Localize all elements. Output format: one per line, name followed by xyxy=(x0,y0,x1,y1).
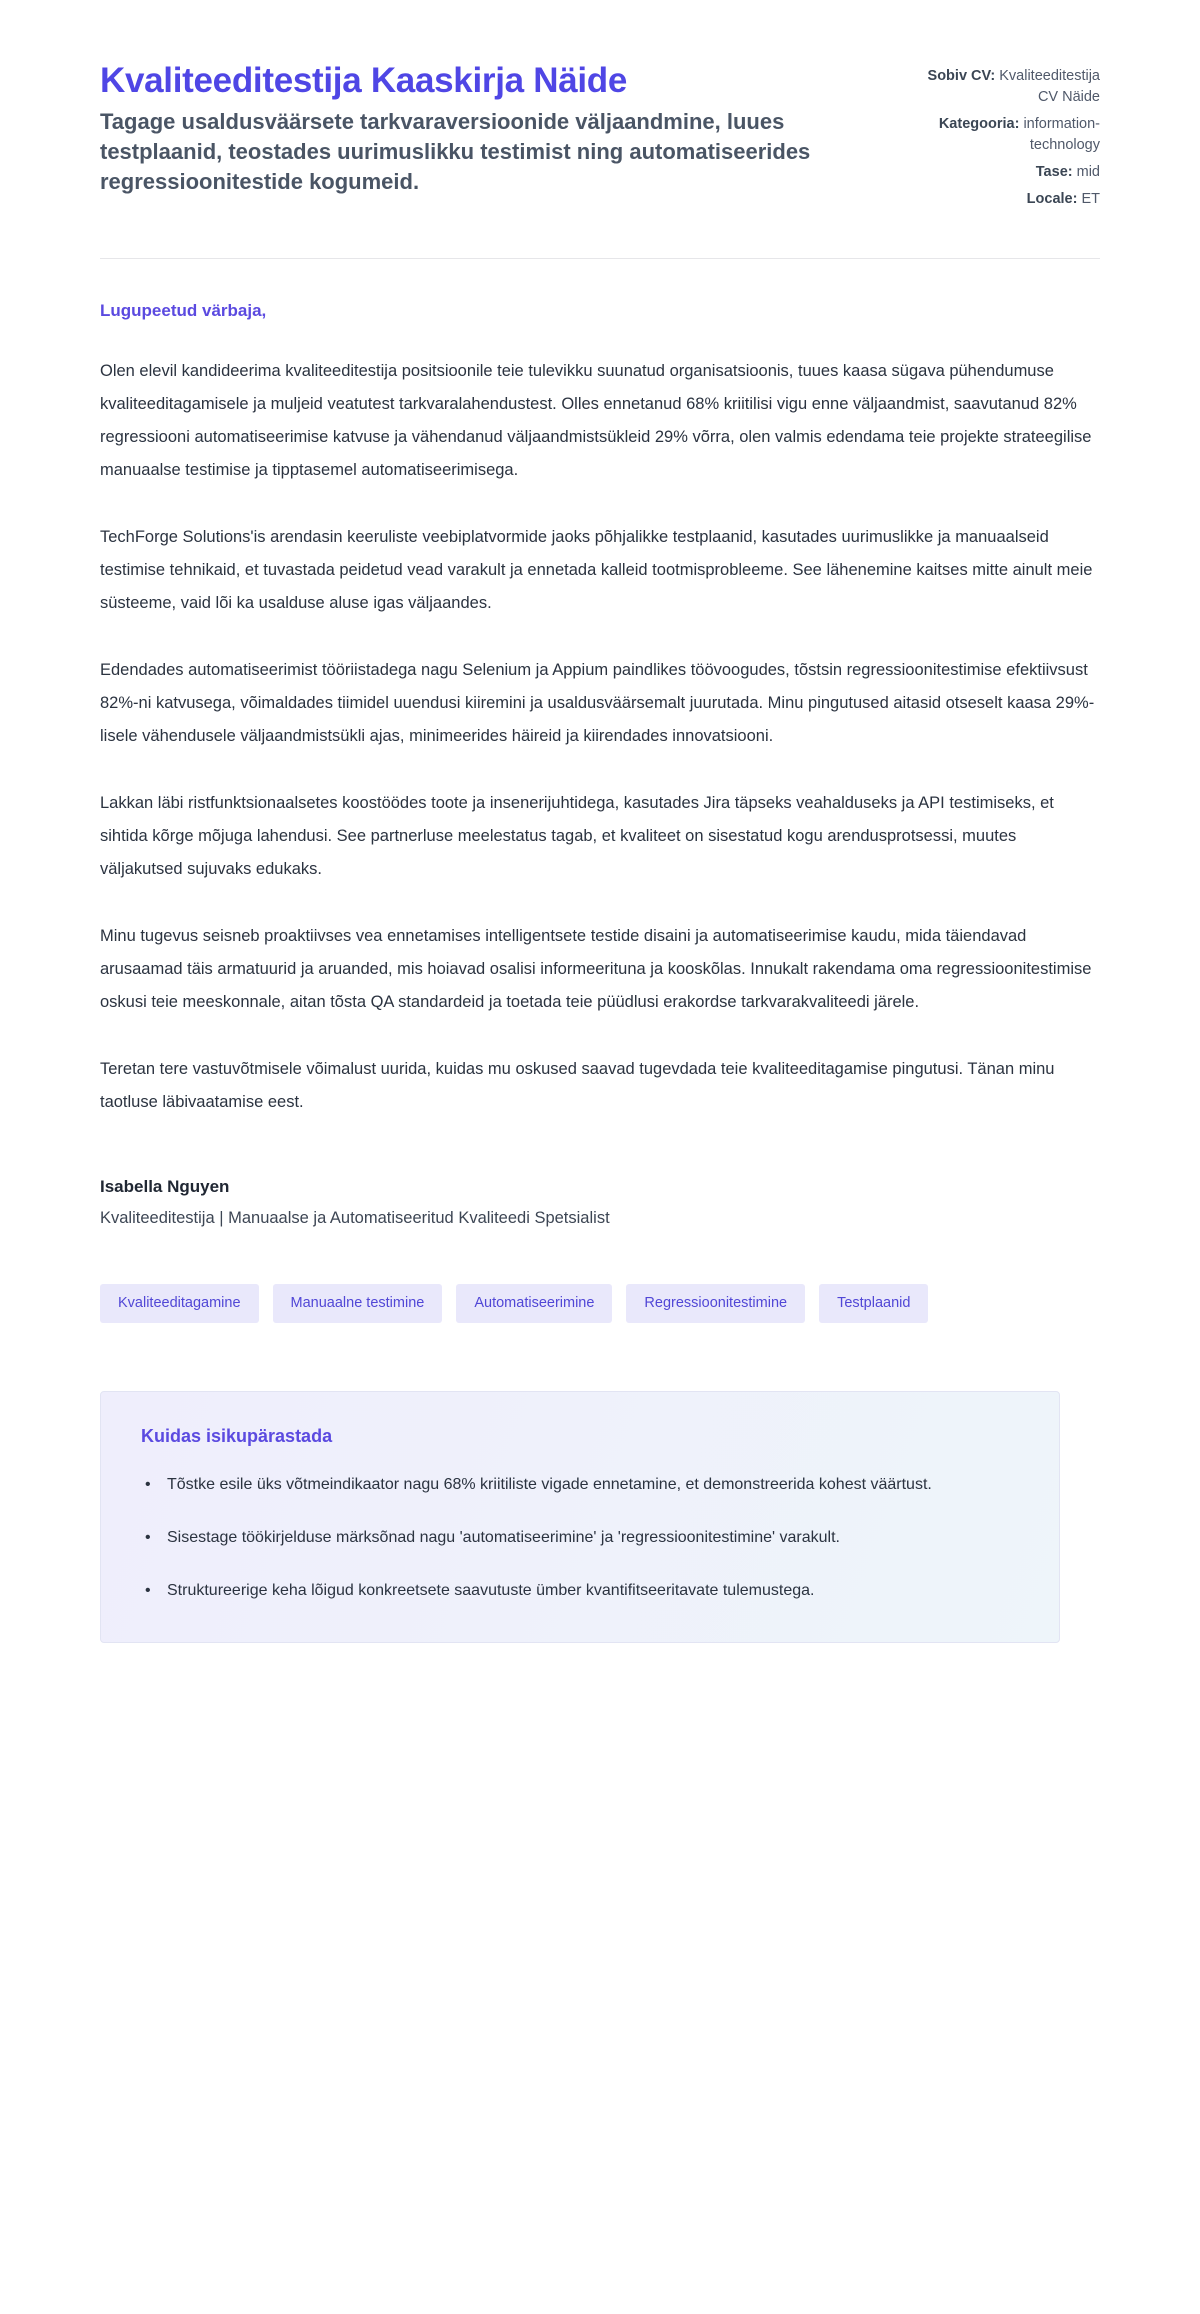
metadata-label-level: Tase: xyxy=(1035,164,1073,181)
tag-chip[interactable]: Testplaanid xyxy=(819,1284,928,1323)
callout-tip-item xyxy=(141,1469,997,1500)
callout-tip-item xyxy=(141,1522,997,1553)
letter-paragraph: Edendades automatiseerimist tööriistadega nagu Selenium ja Appium paindlikes töövoogudes, tõstsin regressioonitestimise efektiivsust 82%-ni katvusega, võimaldades tiimidel uuendusi kiiremini ja usaldusväärsemalt juurutada. Minu pingutused aitasid otseselt kaasa 29%-lisele vähendusele väljaandmistsükli ajas, minimeerides häireid ja kiirendades innovatsiooni. xyxy=(100,661,1095,746)
metadata-value-level: mid xyxy=(1076,164,1100,181)
callout-tip-text: Tõstke esile üks võtmeindikaator nagu 68% kriitiliste vigade ennetamine, et demonstreerida kohest väärtust. xyxy=(167,1475,932,1493)
metadata-row-level xyxy=(920,162,1100,183)
metadata-label-matching-cv: Sobiv CV: xyxy=(927,68,996,84)
metadata-value-locale: ET xyxy=(1081,191,1100,208)
page-title: Kvaliteeditestija Kaaskirja Näide xyxy=(100,61,628,100)
tag-chip[interactable]: Automatiseerimine xyxy=(456,1284,612,1323)
callout-title: Kuidas isikupärastada xyxy=(141,1425,333,1446)
metadata-label-category: Kategooria: xyxy=(938,116,1020,133)
header-title-block xyxy=(100,60,830,196)
bullet-icon: • xyxy=(145,1581,151,1599)
metadata-row-category xyxy=(920,114,1100,156)
tag-list xyxy=(100,1284,1020,1323)
letter-paragraph: Lakkan läbi ristfunktsionaalsetes koostöödes toote ja insenerijuhtidega, kasutades Jira täpseks veahalduseks ja API testimiseks, et sihtida kõrge mõjuga lahendusi. See partnerluse meelestatus tagab, et kvaliteet on sisestatud kogu arendusprotsessi, muutes väljakutsed sujuvaks edukaks. xyxy=(100,794,1054,879)
page-header xyxy=(100,60,1100,216)
metadata-row-matching-cv xyxy=(920,66,1100,108)
letter-body xyxy=(100,259,1100,1228)
metadata-panel xyxy=(920,60,1100,216)
signature-block xyxy=(100,1177,1100,1228)
metadata-label-locale: Locale: xyxy=(1026,191,1078,208)
tag-chip[interactable]: Regressioonitestimine xyxy=(626,1284,805,1323)
metadata-value-category: information-technology xyxy=(1023,116,1100,154)
letter-paragraph: Olen elevil kandideerima kvaliteeditestija positsioonile teie tulevikku suunatud organisatsioonis, tuues kaasa sügava pühendumuse kvaliteeditagamisele ja muljeid veatutest tarkvaralahendustest. Olles ennetanud 68% kriitilisi vigu enne väljaandmist, saavutanud 82% regressiooni automatiseerimise katvuse ja vähendanud väljaandmistsükleid 29% võrra, olen valmis edendama teie projekte strateegilise manuaalse testimise ja tipptasemel automatiseerimisega. xyxy=(100,362,1092,480)
tag-chip[interactable]: Manuaalne testimine xyxy=(273,1284,443,1323)
page-subtitle: Tagage usaldusväärsete tarkvaraversioonide väljaandmine, luues testplaanid, teostades uurimuslikku testimist ning automatiseerides regressioonitestide kogumeid. xyxy=(100,109,811,194)
metadata-row-locale xyxy=(920,189,1100,210)
signature-name: Isabella Nguyen xyxy=(100,1177,230,1197)
letter-paragraph: TechForge Solutions'is arendasin keeruliste veebiplatvormide jaoks põhjalikke testplaanid, kasutades uurimuslikke ja manuaalseid testimise tehnikaid, et tuvastada peidetud vead varakult ja ennetada kalleid tootmisprobleeme. See lähenemine kaitses mitte ainult meie süsteeme, vaid lõi ka usalduse aluse igas väljaandes. xyxy=(100,528,1093,613)
personalization-callout xyxy=(100,1391,1060,1644)
letter-paragraph: Minu tugevus seisneb proaktiivses vea ennetamises intelligentsete testide disaini ja automatiseerimise kaudu, mida täiendavad arusaamad täis armatuurid ja aruanded, mis hoiavad osalisi informeerituna ja kooskõlas. Innukalt rakendama oma regressioonitestimise oskusi teie meeskonnale, aitan tõsta QA standardeid ja toetada teie püüdlusi erakordse tarkvarakvaliteedi järele. xyxy=(100,927,1092,1012)
signature-role: Kvaliteeditestija | Manuaalse ja Automatiseeritud Kvaliteedi Spetsialist xyxy=(100,1209,610,1228)
callout-tip-text: Struktureerige keha lõigud konkreetsete saavutuste ümber kvantifitseeritavate tulemustega. xyxy=(167,1581,815,1599)
callout-tip-text: Sisestage töökirjelduse märksõnad nagu 'automatiseerimine' ja 'regressioonitestimine' varakult. xyxy=(167,1528,840,1546)
callout-tip-item xyxy=(141,1575,997,1606)
metadata-value-matching-cv: Kvaliteeditestija CV Näide xyxy=(999,68,1100,106)
tag-chip[interactable]: Kvaliteeditagamine xyxy=(100,1284,259,1323)
bullet-icon: • xyxy=(145,1475,151,1493)
callout-tip-list xyxy=(141,1469,1019,1607)
letter-paragraph: Teretan tere vastuvõtmisele võimalust uurida, kuidas mu oskused saavad tugevdada teie kvaliteeditagamise pingutusi. Tänan minu taotluse läbivaatamise eest. xyxy=(100,1060,1055,1112)
salutation: Lugupeetud värbaja, xyxy=(100,301,267,321)
bullet-icon: • xyxy=(145,1528,151,1546)
